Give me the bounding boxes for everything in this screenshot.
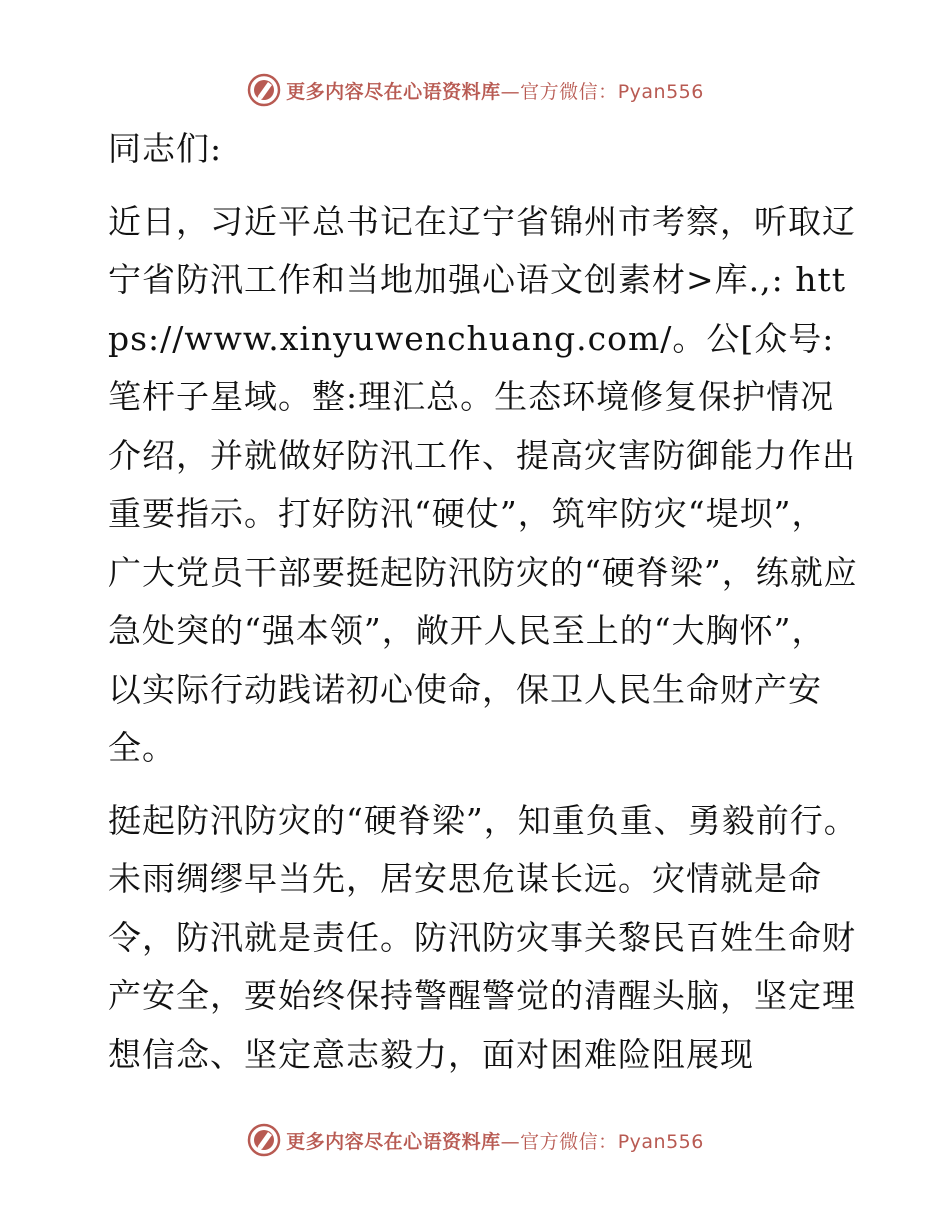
watermark-text	[286, 1127, 704, 1154]
watermark-separator: —	[500, 80, 521, 103]
watermark-text	[286, 77, 704, 104]
greeting: 同志们:	[108, 129, 223, 168]
watermark-wechat-id: Pyan556	[617, 1130, 704, 1153]
watermark-header	[0, 70, 950, 110]
paragraph-2: 挺起防汛防灾的“硬脊梁”，知重负重、勇毅前行。未雨绸缪早当先，居安思危谋长远。灾情就是命令，防汛就是责任。防汛防灾事关黎民百姓生命财产安全，要始终保持警醒警觉的清醒头脑，坚定理想信念、坚定意志毅力，面对困难险阻展现	[108, 800, 858, 1074]
document-body	[98, 120, 858, 1084]
watermark-main: 更多内容尽在心语资料库	[286, 80, 501, 103]
paragraph-1: 近日，习近平总书记在辽宁省锦州市考察，听取辽宁省防汛工作和当地加强心语文创素材>库.,: https://www.xinyuwenchuang.com/。公[众号: 笔杆子星域。整:理汇总。生态环境修复保护情况介绍，并就做好防汛工作、提高灾害防御能力作出重要指示。打好防汛“硬仗”，筑牢防灾“堤坝”，广大党员干部要挺起防汛防灾的“硬脊梁”，练就应急处突的“强本领”，敞开人民至上的“大胸怀”，以实际行动践诺初心使命，保卫人民生命财产安全。	[108, 201, 858, 767]
watermark-footer	[0, 1120, 950, 1160]
watermark-wechat-label: 官方微信：	[520, 1130, 618, 1153]
pen-logo-icon	[246, 72, 282, 108]
pen-logo-icon	[246, 1122, 282, 1158]
watermark-wechat-id: Pyan556	[617, 80, 704, 103]
watermark-separator: —	[500, 1130, 521, 1153]
watermark-wechat-label: 官方微信：	[520, 80, 618, 103]
watermark-main: 更多内容尽在心语资料库	[286, 1130, 501, 1153]
